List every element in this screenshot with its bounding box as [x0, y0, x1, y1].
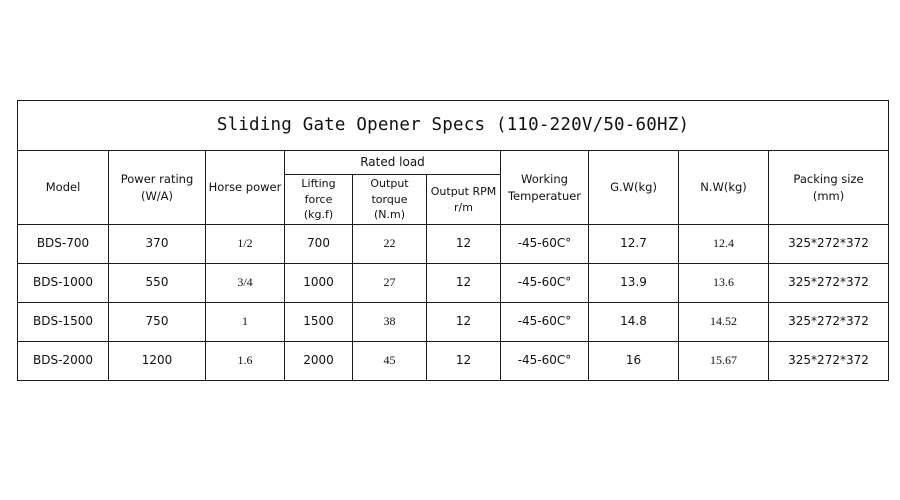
- header-packing-size: [769, 151, 889, 225]
- header-output-torque: [353, 175, 427, 225]
- header-packing-size-line1: Packing size: [793, 171, 864, 186]
- cell-packing-size: 325*272*372: [769, 225, 889, 264]
- cell-gross-weight: 12.7: [589, 225, 679, 264]
- header-lifting-force-line2: (kg.f): [303, 208, 334, 222]
- cell-output-rpm: 12: [427, 264, 501, 303]
- header-net-weight-label: N.W(kg): [700, 180, 747, 195]
- header-output-torque-line2: (N.m): [373, 208, 406, 222]
- cell-power: 1200: [109, 342, 206, 381]
- cell-packing-size: 325*272*372: [769, 342, 889, 381]
- cell-net-weight: 13.6: [679, 264, 769, 303]
- header-power-rating-line1: Power rating: [120, 171, 194, 186]
- specs-table: [17, 100, 889, 381]
- header-output-rpm-line1: Output RPM: [430, 184, 497, 198]
- cell-model: BDS-1500: [18, 303, 109, 342]
- header-output-rpm: [427, 175, 501, 225]
- cell-net-weight: 12.4: [679, 225, 769, 264]
- cell-net-weight: 15.67: [679, 342, 769, 381]
- cell-model: BDS-700: [18, 225, 109, 264]
- header-model: [18, 151, 109, 225]
- header-gross-weight: [589, 151, 679, 225]
- header-model-label: Model: [45, 180, 81, 195]
- cell-output-torque: 45: [353, 342, 427, 381]
- cell-working-temp: -45-60C°: [501, 225, 589, 264]
- header-lifting-force: [285, 175, 353, 225]
- header-lifting-force-line1: Lifting force: [301, 176, 336, 206]
- cell-model: BDS-2000: [18, 342, 109, 381]
- cell-lifting-force: 700: [285, 225, 353, 264]
- table-row: [18, 225, 889, 264]
- cell-horse-power: 1.6: [206, 342, 285, 381]
- table-row: [18, 264, 889, 303]
- cell-horse-power: 3/4: [206, 264, 285, 303]
- header-row-top: [18, 151, 889, 175]
- cell-lifting-force: 1500: [285, 303, 353, 342]
- table-title: Sliding Gate Opener Specs (110-220V/50-60HZ): [216, 114, 690, 135]
- cell-working-temp: -45-60C°: [501, 342, 589, 381]
- table-title-cell: [18, 101, 889, 151]
- cell-lifting-force: 1000: [285, 264, 353, 303]
- header-packing-size-line2: (mm): [812, 188, 845, 203]
- cell-horse-power: 1/2: [206, 225, 285, 264]
- title-row: [18, 101, 889, 151]
- header-gross-weight-label: G.W(kg): [610, 180, 657, 195]
- table-row: [18, 303, 889, 342]
- header-output-rpm-line2: r/m: [454, 200, 473, 214]
- cell-gross-weight: 16: [589, 342, 679, 381]
- header-working-temp-line1: Working: [521, 171, 568, 186]
- cell-net-weight: 14.52: [679, 303, 769, 342]
- cell-output-rpm: 12: [427, 303, 501, 342]
- header-net-weight: [679, 151, 769, 225]
- cell-power: 370: [109, 225, 206, 264]
- cell-model: BDS-1000: [18, 264, 109, 303]
- cell-output-torque: 22: [353, 225, 427, 264]
- cell-power: 750: [109, 303, 206, 342]
- header-rated-load-label: Rated load: [360, 154, 425, 169]
- table-row: [18, 342, 889, 381]
- header-power-rating-line2: (W/A): [140, 188, 174, 203]
- header-rated-load: [285, 151, 501, 175]
- cell-working-temp: -45-60C°: [501, 303, 589, 342]
- cell-gross-weight: 14.8: [589, 303, 679, 342]
- cell-output-rpm: 12: [427, 225, 501, 264]
- cell-power: 550: [109, 264, 206, 303]
- header-horse-power-label: Horse power: [208, 180, 282, 195]
- header-horse-power: [206, 151, 285, 225]
- cell-lifting-force: 2000: [285, 342, 353, 381]
- cell-output-rpm: 12: [427, 342, 501, 381]
- header-working-temp-line2: Temperatuer: [507, 188, 582, 203]
- cell-output-torque: 38: [353, 303, 427, 342]
- header-power-rating: [109, 151, 206, 225]
- cell-packing-size: 325*272*372: [769, 303, 889, 342]
- cell-packing-size: 325*272*372: [769, 264, 889, 303]
- cell-working-temp: -45-60C°: [501, 264, 589, 303]
- header-working-temp: [501, 151, 589, 225]
- header-output-torque-line1: Output torque: [370, 176, 409, 206]
- cell-output-torque: 27: [353, 264, 427, 303]
- cell-horse-power: 1: [206, 303, 285, 342]
- cell-gross-weight: 13.9: [589, 264, 679, 303]
